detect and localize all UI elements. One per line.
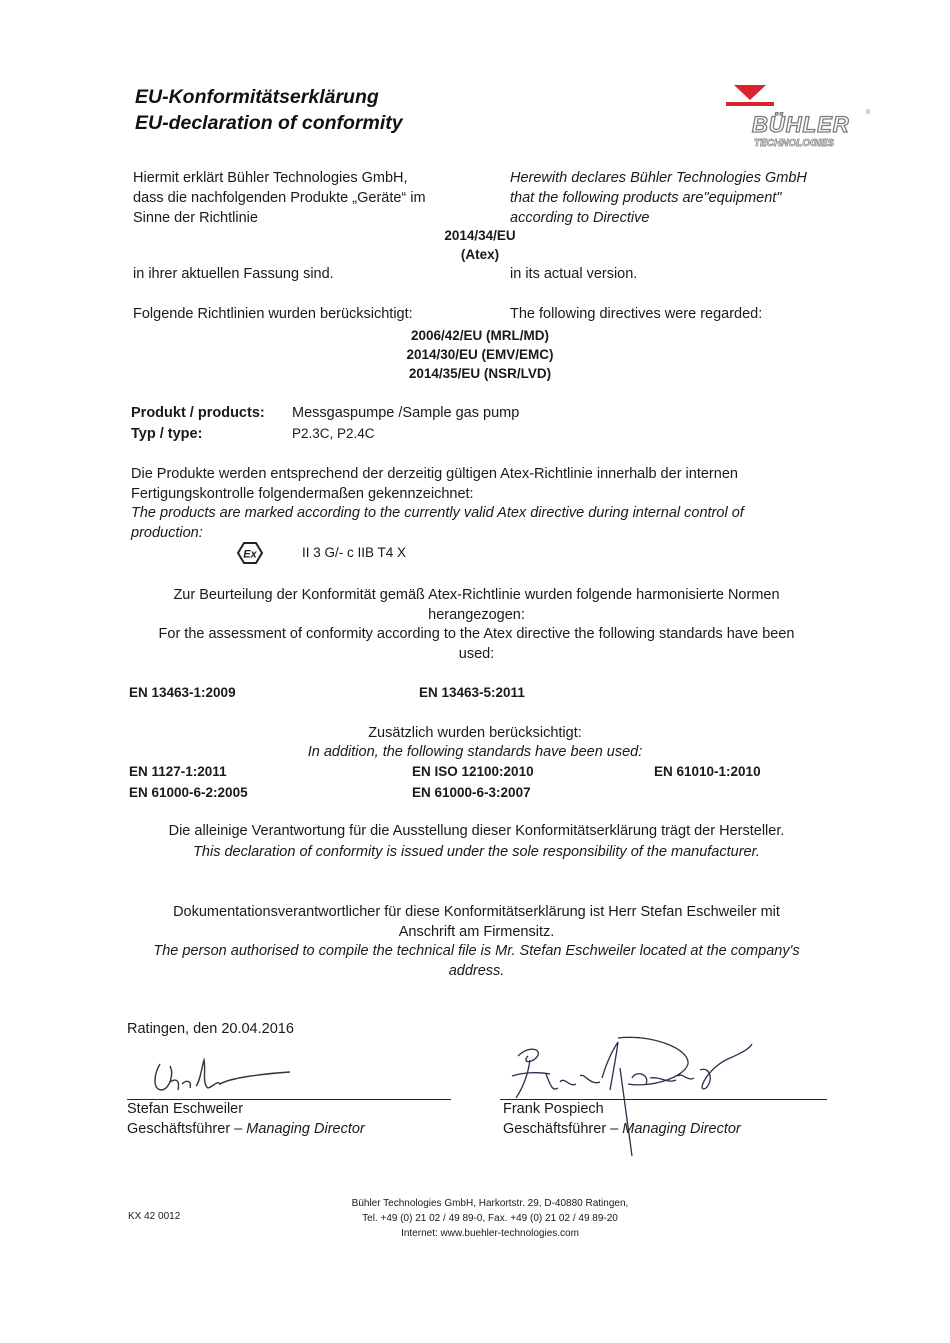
assessment-de-line: Zur Beurteilung der Konformität gemäß Atex-Richtlinie wurden folgende harmonisierte Normen [173,587,780,603]
standard-additional: EN 61000-6-3:2007 [412,785,531,800]
docresp-de [100,903,853,942]
signer2-role [503,1121,741,1137]
ex-symbol-icon [236,541,264,565]
additional-en: In addition, the following standards have been used: [307,744,643,760]
marking-en-line: The products are marked according to the currently valid Atex directive during internal control of [131,505,744,521]
signer1-name: Stefan Eschweiler [127,1101,244,1117]
standard-harmonised: EN 13463-1:2009 [129,685,236,700]
buehler-logo-icon [722,82,872,152]
responsibility-en: This declaration of conformity is issued under the sole responsibility of the manufacturer. [193,844,760,860]
docresp-en [100,942,853,981]
directives-list [330,326,630,383]
assessment-de [100,586,853,625]
intro-de [133,168,426,228]
docresp-de-line: Anschrift am Firmensitz. [398,923,555,940]
intro-en-line: that the following products are"equipment" [510,190,782,206]
footer-address [290,1196,690,1241]
type-label: Typ / type: [131,426,203,442]
intro-en [510,168,807,228]
signer1-role-en: Managing Director [246,1121,365,1137]
standard-additional: EN 1127-1:2011 [129,764,227,779]
docresp-en-line: address. [448,962,505,979]
directive-item: 2014/30/EU (EMV/EMC) [406,347,554,362]
directive-number: 2014/34/EU [444,228,516,243]
standard-harmonised: EN 13463-5:2011 [419,685,525,700]
document-code: KX 42 0012 [128,1211,181,1222]
regarded-en: The following directives were regarded: [510,306,763,322]
signer1-role [127,1121,365,1137]
title-de: EU-Konformitätserklärung [135,86,379,108]
assessment-en-line: used: [458,645,495,662]
ex-marking: II 3 G/- c IIB T4 X [302,545,407,560]
assessment-de-line: herangezogen: [428,606,525,623]
svg-text:Ex: Ex [243,548,257,561]
intro-en-line: Herewith declares Bühler Technologies GmbH [510,170,807,186]
place-date: Ratingen, den 20.04.2016 [127,1021,294,1037]
marking-en [131,504,744,543]
assessment-en [100,625,853,664]
title-en: EU-declaration of conformity [135,112,403,134]
intro-en-line: according to Directive [510,210,650,226]
assessment-en-line: For the assessment of conformity according to the Atex directive the following standards have been [158,626,795,642]
logo-subline: TECHNOLOGIES [754,138,835,149]
standard-additional: EN 61010-1:2010 [654,764,761,779]
signature-frank-pospiech [500,1028,770,1158]
signature-stefan-eschweiler [140,1052,300,1102]
footer-line: Internet: www.buehler-technologies.com [401,1228,579,1239]
footer-line: Tel. +49 (0) 21 02 / 49 89-0, Fax. +49 (0) 21 02 / 49 89-20 [362,1213,618,1224]
directive-item: 2014/35/EU (NSR/LVD) [408,366,552,381]
regarded-de: Folgende Richtlinien wurden berücksichtigt: [133,306,413,322]
signer2-name: Frank Pospiech [503,1101,604,1117]
signature-line [127,1099,451,1100]
marking-de-line: Die Produkte werden entsprechend der derzeitig gültigen Atex-Richtlinie innerhalb der internen [131,466,738,482]
product-label: Produkt / products: [131,405,265,421]
standard-additional: EN ISO 12100:2010 [412,764,534,779]
signer2-role-en: Managing Director [622,1121,741,1137]
svg-text:®: ® [866,110,871,116]
signer1-role-de: Geschäftsführer – [127,1121,247,1137]
type-value: P2.3C, P2.4C [292,426,375,441]
product-value: Messgaspumpe /Sample gas pump [292,405,520,421]
responsibility-de: Die alleinige Verantwortung für die Ausstellung dieser Konformitätserklärung trägt der Hersteller. [168,823,785,839]
logo-wordmark: BÜHLER [752,112,850,137]
version-en: in its actual version. [510,266,638,282]
signature-line [500,1099,827,1100]
footer-line: Bühler Technologies GmbH, Harkortstr. 29, D-40880 Ratingen, [351,1198,629,1209]
additional-de: Zusätzlich wurden berücksichtigt: [368,725,582,741]
version-de: in ihrer aktuellen Fassung sind. [133,266,334,282]
intro-de-line: Hiermit erklärt Bühler Technologies GmbH, [133,170,408,186]
marking-de-line: Fertigungskontrolle folgendermaßen gekennzeichnet: [131,485,474,502]
docresp-de-line: Dokumentationsverantwortlicher für diese Konformitätserklärung ist Herr Stefan Eschweiler mit [173,904,780,920]
standard-additional: EN 61000-6-2:2005 [129,785,248,800]
intro-de-line: Sinne der Richtlinie [133,210,258,226]
buehler-logo [722,82,872,152]
docresp-en-line: The person authorised to compile the technical file is Mr. Stefan Eschweiler located at the company's [153,943,800,959]
marking-en-line: production: [131,524,203,541]
signer2-role-de: Geschäftsführer – [503,1121,623,1137]
directive-name: (Atex) [460,247,500,262]
marking-de [131,465,738,504]
intro-de-line: dass die nachfolgenden Produkte „Geräte“ im [133,190,426,206]
directive-item: 2006/42/EU (MRL/MD) [410,328,550,343]
